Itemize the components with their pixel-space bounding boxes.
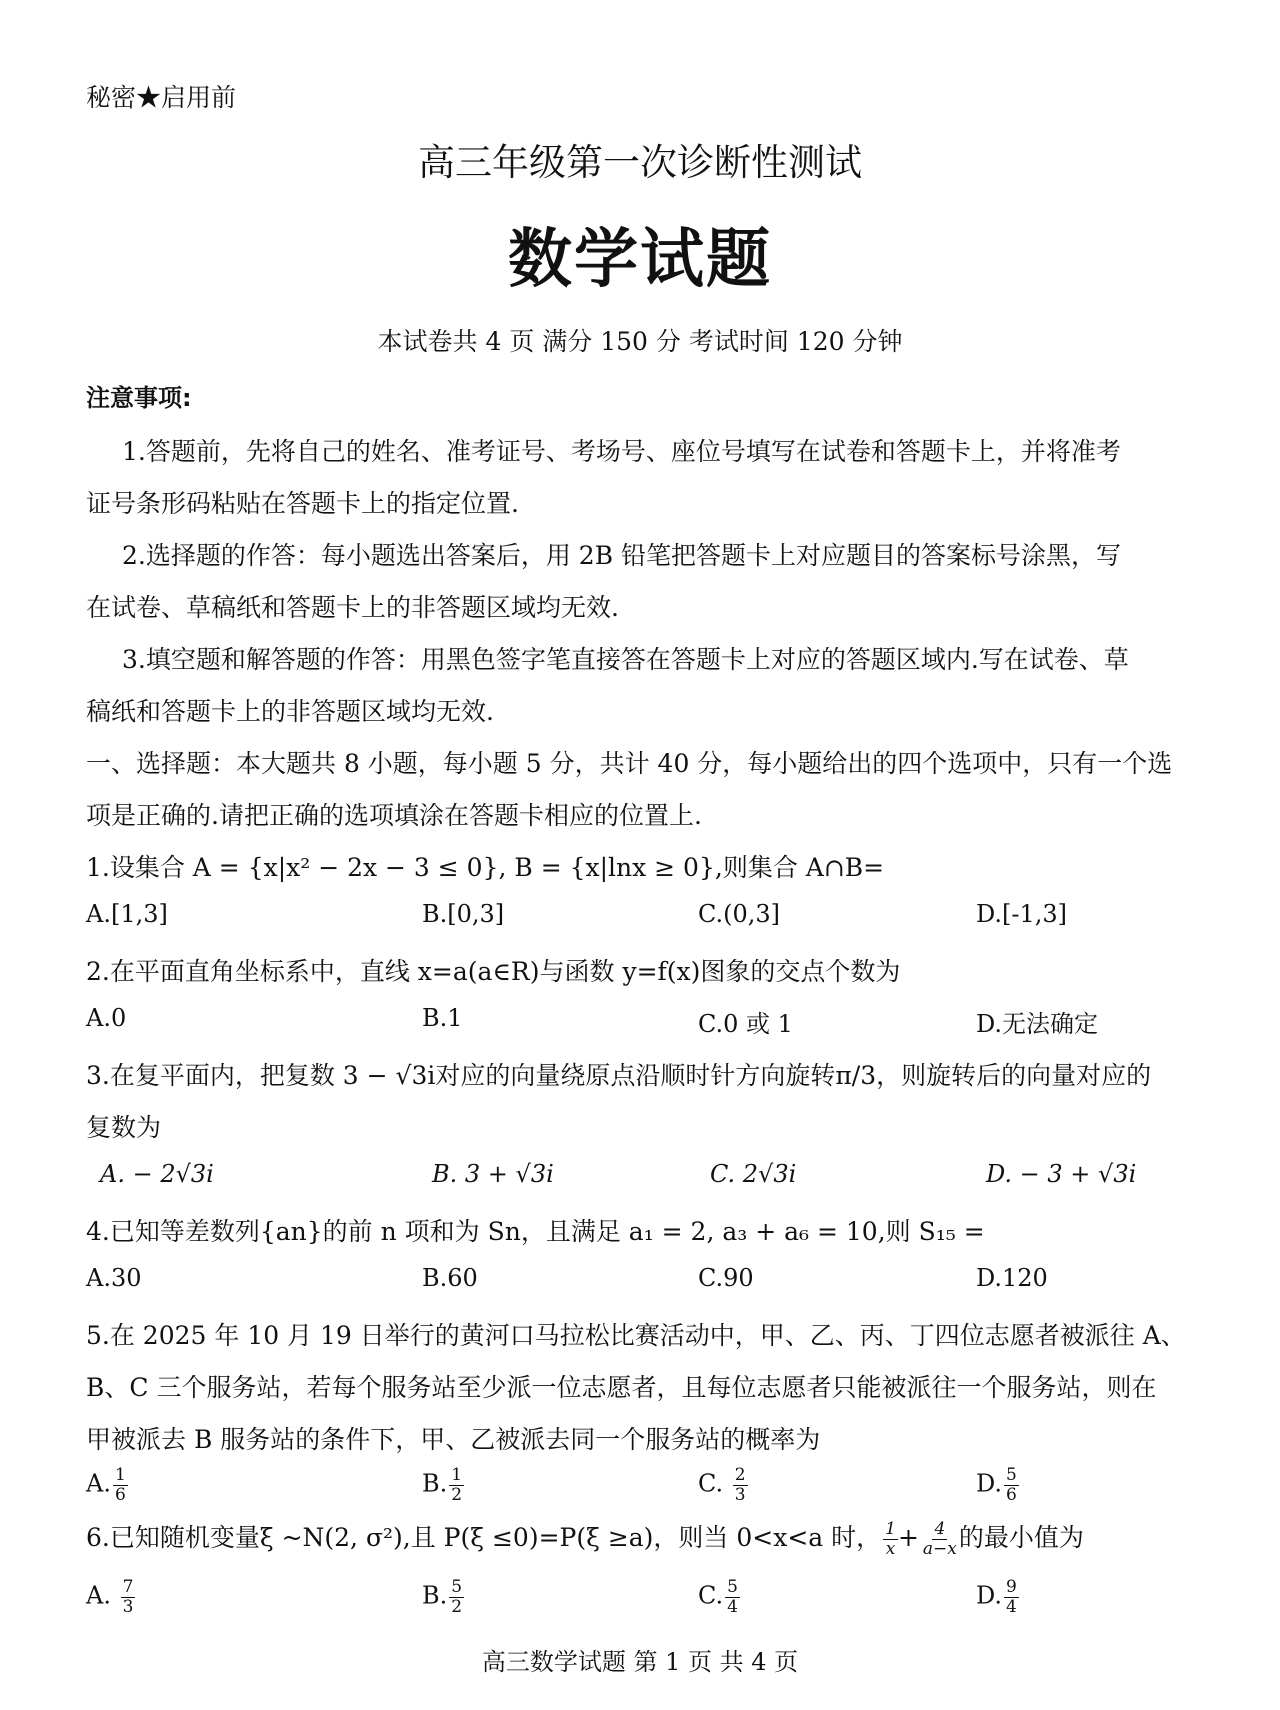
q6-option-d: D. $\frac{9}{4}$ xyxy=(976,1577,1017,1617)
question-3-stem-cont: 复数为 xyxy=(86,1113,162,1142)
fraction: $\frac{2}{3}$ xyxy=(734,1465,746,1505)
q5-option-d: D. $\frac{5}{6}$ xyxy=(976,1465,1017,1505)
fraction: $\frac{1}{6}$ xyxy=(114,1465,126,1505)
q4-option-b: B.60 xyxy=(422,1264,478,1292)
q1-option-d: D.[-1,3] xyxy=(976,900,1068,928)
confidential-mark: 秘密★启用前 xyxy=(86,83,237,112)
q4-option-c: C.90 xyxy=(698,1264,754,1292)
question-4-stem: 4.已知等差数列{an}的前 n 项和为 Sn，且满足 a₁ = 2, a₃ + a₆ = 10,则 S₁₅ = xyxy=(86,1217,985,1246)
notes-heading: 注意事项: xyxy=(86,384,192,412)
section-heading: 一、选择题：本大题共 8 小题，每小题 5 分，共计 40 分，每小题给出的四个选项中，只有一个选 xyxy=(86,749,1173,778)
q6-option-a: A. $\frac{7}{3}$ xyxy=(86,1577,134,1617)
q5-option-b: B. $\frac{1}{2}$ xyxy=(422,1465,463,1505)
fraction: $\frac{4}{a-x}$ xyxy=(922,1519,957,1559)
fraction: $\frac{1}{2}$ xyxy=(451,1465,463,1505)
fraction: $\frac{5}{2}$ xyxy=(451,1577,463,1617)
question-6-stem: 6.已知随机变量ξ ~N(2, σ²),且 P(ξ ≤0)=P(ξ ≥a)，则当 0<x<a 时， $\frac{1}{x}$ + $\frac{4}{a-x}$ 的最小值为 xyxy=(86,1519,1084,1559)
question-5-stem-cont: B、C 三个服务站，若每个服务站至少派一位志愿者，且每位志愿者只能被派往一个服务站，则在 xyxy=(86,1373,1157,1402)
section-instructions: 项是正确的.请把正确的选项填涂在答题卡相应的位置上. xyxy=(86,801,702,830)
question-1-stem: 1.设集合 A = {x|x² − 2x − 3 ≤ 0}, B = {x|lnx ≥ 0},则集合 A∩B= xyxy=(86,853,885,882)
q1-option-a: A.[1,3] xyxy=(86,900,168,928)
q2-option-b: B.1 xyxy=(422,1004,463,1032)
fraction: $\frac{7}{3}$ xyxy=(122,1577,134,1617)
question-3-stem: 3.在复平面内，把复数 3 − √3i对应的向量绕原点沿顺时针方向旋转π/3，则旋转后的向量对应的 xyxy=(86,1061,1152,1090)
q2-option-d: D.无法确定 xyxy=(976,1010,1099,1038)
q3-option-b: B. 3 + √3i xyxy=(432,1160,554,1188)
note-line: 稿纸和答题卡上的非答题区域均无效. xyxy=(86,697,494,726)
note-line: 证号条形码粘贴在答题卡上的指定位置. xyxy=(86,489,519,518)
note-line: 在试卷、草稿纸和答题卡上的非答题区域均无效. xyxy=(86,593,619,622)
q6-option-c: C. $\frac{5}{4}$ xyxy=(698,1577,738,1617)
q6-option-b: B. $\frac{5}{2}$ xyxy=(422,1577,463,1617)
q3-option-a: A. − 2√3i xyxy=(100,1160,214,1188)
q5-option-a: A. $\frac{1}{6}$ xyxy=(86,1465,126,1505)
fraction: $\frac{1}{x}$ xyxy=(885,1519,896,1559)
fraction: $\frac{5}{6}$ xyxy=(1006,1465,1017,1505)
fraction: $\frac{9}{4}$ xyxy=(1006,1577,1017,1617)
note-line: 3.填空题和解答题的作答：用黑色签字笔直接答在答题卡上对应的答题区域内.写在试卷、草 xyxy=(122,645,1129,674)
question-5-stem: 5.在 2025 年 10 月 19 日举行的黄河口马拉松比赛活动中，甲、乙、丙、丁四位志愿者被派往 A、 xyxy=(86,1321,1186,1350)
exam-info: 本试卷共 4 页 满分 150 分 考试时间 120 分钟 xyxy=(377,327,903,356)
subject-title: 数学试题 xyxy=(508,223,772,297)
q3-option-d: D. − 3 + √3i xyxy=(986,1160,1137,1188)
q1-option-b: B.[0,3] xyxy=(422,900,505,928)
note-line: 2.选择题的作答：每小题选出答案后，用 2B 铅笔把答题卡上对应题目的答案标号涂黑，写 xyxy=(122,541,1122,570)
exam-title: 高三年级第一次诊断性测试 xyxy=(418,141,862,184)
q3-option-c: C. 2√3i xyxy=(710,1160,797,1188)
page-footer: 高三数学试题 第 1 页 共 4 页 xyxy=(481,1648,799,1676)
q1-option-c: C.(0,3] xyxy=(698,900,781,928)
q4-option-d: D.120 xyxy=(976,1264,1048,1292)
fraction: $\frac{5}{4}$ xyxy=(727,1577,738,1617)
question-5-stem-cont: 甲被派去 B 服务站的条件下，甲、乙被派去同一个服务站的概率为 xyxy=(86,1425,821,1454)
q2-option-a: A.0 xyxy=(86,1004,127,1032)
note-line: 1.答题前，先将自己的姓名、准考证号、考场号、座位号填写在试卷和答题卡上，并将准考 xyxy=(122,437,1121,466)
q2-option-c: C.0 或 1 xyxy=(698,1010,793,1038)
q4-option-a: A.30 xyxy=(86,1264,142,1292)
q5-option-c: C. $\frac{2}{3}$ xyxy=(698,1465,746,1505)
question-2-stem: 2.在平面直角坐标系中，直线 x=a(a∈R)与函数 y=f(x)图象的交点个数为 xyxy=(86,957,901,986)
